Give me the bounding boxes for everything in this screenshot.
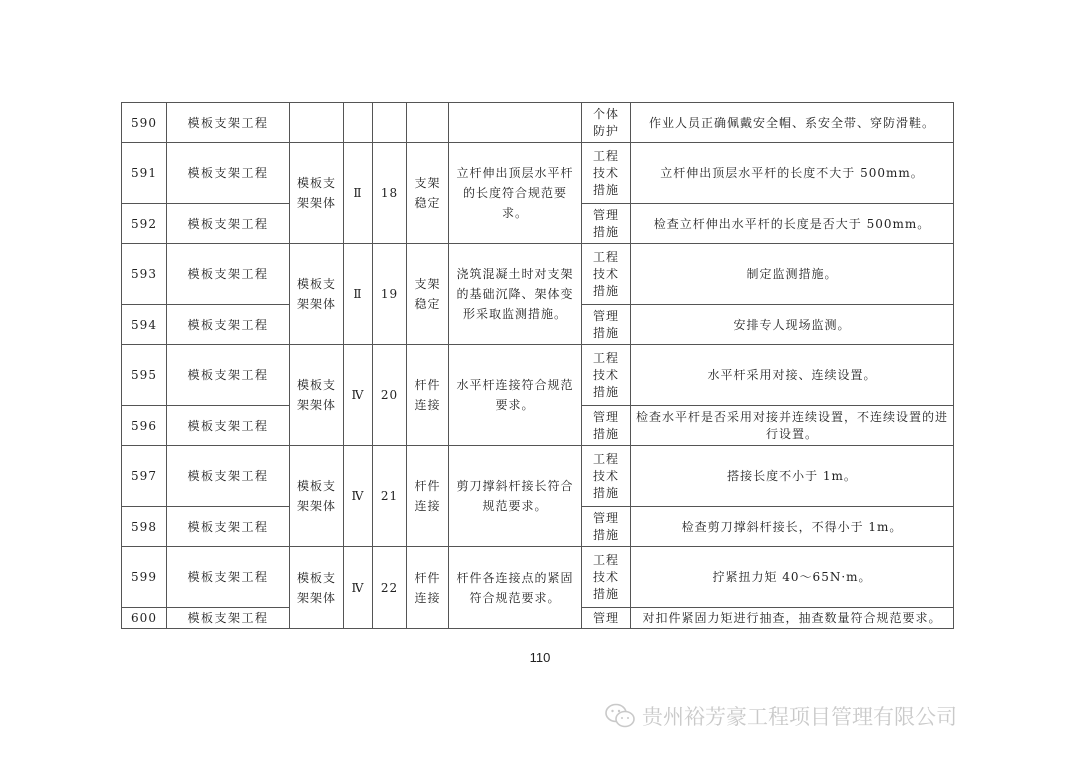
page-number: 110 (529, 650, 551, 665)
project-name: 模板支架工程 (167, 244, 290, 305)
wechat-icon (604, 702, 636, 730)
grade-cell (344, 103, 373, 143)
project-name: 模板支架工程 (167, 143, 290, 204)
row-number: 595 (122, 345, 167, 406)
category-cell: 模板支 架架体 (290, 446, 344, 547)
measure-type: 工程 技术 措施 (582, 143, 631, 204)
measure-type: 工程 技术 措施 (582, 446, 631, 507)
standards-table (121, 102, 954, 629)
grade-cell: Ⅳ (344, 345, 373, 446)
measure-text: 安排专人现场监测。 (631, 305, 954, 345)
project-name: 模板支架工程 (167, 507, 290, 547)
seq-cell: 20 (373, 345, 407, 446)
row-number: 590 (122, 103, 167, 143)
project-name: 模板支架工程 (167, 204, 290, 244)
measure-text: 立杆伸出顶层水平杆的长度不大于 500mm。 (631, 143, 954, 204)
seq-cell: 21 (373, 446, 407, 547)
item-cell: 杆件 连接 (407, 345, 449, 446)
measure-type: 管理 措施 (582, 406, 631, 446)
row-number: 596 (122, 406, 167, 446)
category-cell: 模板支 架架体 (290, 244, 344, 345)
grade-cell: Ⅱ (344, 244, 373, 345)
measure-type: 管理 措施 (582, 305, 631, 345)
category-cell: 模板支 架架体 (290, 547, 344, 629)
measure-type: 管理 措施 (582, 507, 631, 547)
project-name: 模板支架工程 (167, 608, 290, 629)
category-cell: 模板支 架架体 (290, 345, 344, 446)
project-name: 模板支架工程 (167, 345, 290, 406)
grade-cell: Ⅳ (344, 547, 373, 629)
measure-type: 工程 技术 措施 (582, 244, 631, 305)
seq-cell (373, 103, 407, 143)
watermark-text: 贵州裕芳豪工程项目管理有限公司 (642, 705, 957, 729)
standard-cell (449, 103, 582, 143)
table-row (122, 103, 954, 143)
seq-cell: 19 (373, 244, 407, 345)
category-cell: 模板支 架架体 (290, 143, 344, 244)
table-row (122, 143, 954, 204)
measure-type: 个体 防护 (582, 103, 631, 143)
measure-type: 工程 技术 措施 (582, 345, 631, 406)
measure-type: 管理 措施 (582, 204, 631, 244)
seq-cell: 22 (373, 547, 407, 629)
measure-text: 对扣件紧固力矩进行抽查，抽查数量符合规范要求。 (631, 608, 954, 629)
row-number: 598 (122, 507, 167, 547)
table-row (122, 244, 954, 305)
item-cell: 杆件 连接 (407, 547, 449, 629)
row-number: 597 (122, 446, 167, 507)
seq-cell: 18 (373, 143, 407, 244)
measure-text: 水平杆采用对接、连续设置。 (631, 345, 954, 406)
table-row (122, 446, 954, 507)
category-cell (290, 103, 344, 143)
project-name: 模板支架工程 (167, 547, 290, 608)
measure-text: 拧紧扭力矩 40～65N·m。 (631, 547, 954, 608)
item-cell: 支架 稳定 (407, 143, 449, 244)
row-number: 591 (122, 143, 167, 204)
measure-text: 作业人员正确佩戴安全帽、系安全带、穿防滑鞋。 (631, 103, 954, 143)
measure-text: 检查水平杆是否采用对接并连续设置，不连续设置的进 行设置。 (631, 406, 954, 446)
standard-cell: 剪刀撑斜杆接长符合 规范要求。 (449, 446, 582, 547)
row-number: 594 (122, 305, 167, 345)
grade-cell: Ⅳ (344, 446, 373, 547)
item-cell: 杆件 连接 (407, 446, 449, 547)
measure-type: 管理 (582, 608, 631, 629)
measure-text: 检查剪刀撑斜杆接长，不得小于 1m。 (631, 507, 954, 547)
project-name: 模板支架工程 (167, 406, 290, 446)
table-row (122, 345, 954, 406)
measure-text: 搭接长度不小于 1m。 (631, 446, 954, 507)
standard-cell: 水平杆连接符合规范 要求。 (449, 345, 582, 446)
measure-text: 制定监测措施。 (631, 244, 954, 305)
project-name: 模板支架工程 (167, 103, 290, 143)
table-row (122, 547, 954, 608)
row-number: 599 (122, 547, 167, 608)
standard-cell: 立杆伸出顶层水平杆 的长度符合规范要 求。 (449, 143, 582, 244)
standard-cell: 杆件各连接点的紧固 符合规范要求。 (449, 547, 582, 629)
row-number: 593 (122, 244, 167, 305)
row-number: 600 (122, 608, 167, 629)
project-name: 模板支架工程 (167, 305, 290, 345)
item-cell (407, 103, 449, 143)
item-cell: 支架 稳定 (407, 244, 449, 345)
measure-text: 检查立杆伸出水平杆的长度是否大于 500mm。 (631, 204, 954, 244)
row-number: 592 (122, 204, 167, 244)
project-name: 模板支架工程 (167, 446, 290, 507)
watermark (604, 700, 957, 732)
measure-type: 工程 技术 措施 (582, 547, 631, 608)
grade-cell: Ⅱ (344, 143, 373, 244)
standard-cell: 浇筑混凝土时对支架 的基础沉降、架体变 形采取监测措施。 (449, 244, 582, 345)
